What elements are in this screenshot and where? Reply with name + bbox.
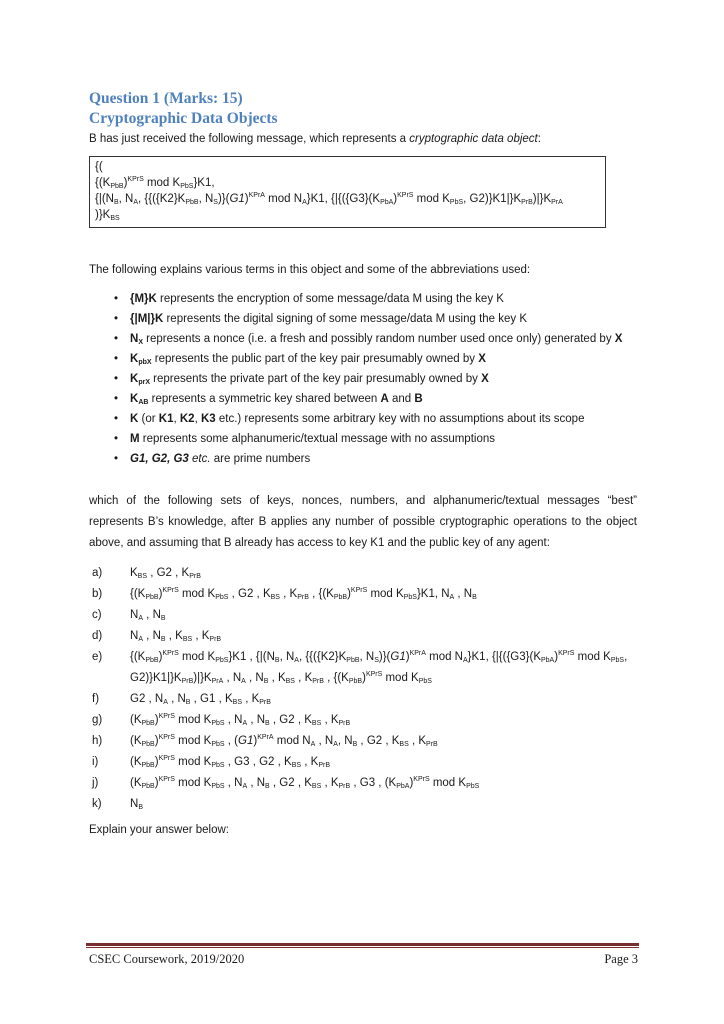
option-label: j) — [92, 777, 99, 789]
option-label: f) — [92, 693, 100, 705]
term-bullet — [89, 389, 637, 409]
term-text: $K_{prX}$ represents the private part of the key pair presumably owned by X — [130, 373, 489, 386]
bullet-icon: • — [114, 393, 119, 405]
answer-option — [89, 731, 637, 752]
term-text: {|M|}K represents the digital signing of some message/data M using the key K — [130, 313, 528, 325]
explanation-intro: The following explains various terms in this object and some of the abbreviations used: — [89, 264, 531, 276]
bullet-icon: • — [114, 313, 119, 325]
term-text: $N_X$ represents a nonce (i.e. a fresh and possibly random number used once only) generated by X — [130, 333, 623, 346]
bullet-icon: • — [114, 293, 119, 305]
option-text: $(K_{PbB})^{KPrS}$ mod $K_{PbS}$ , $(G1)^{KPrA}$ mod $N_A$ , $N_A$, $N_B$ , G2 , $K_{BS}$ , $K_{PrB}$ — [130, 734, 438, 748]
option-text: $N_A$ , $N_B$ — [130, 609, 166, 622]
bullet-icon: • — [114, 453, 119, 465]
option-text: $N_B$ — [130, 798, 143, 811]
explain-prompt: Explain your answer below: — [89, 824, 229, 836]
bullet-icon: • — [114, 373, 119, 385]
option-text: $(K_{PbB})^{KPrS}$ mod $K_{PbS}$ , $N_A$ , $N_B$ , G2 , $K_{BS}$ , $K_{PrB}$ — [130, 713, 351, 727]
message-line: {$(K_{PbB})^{KPrS}$ mod $K_{PbS}\}K1$, — [95, 176, 215, 190]
term-text: {M}K represents the encryption of some message/data M using the key K — [130, 293, 504, 305]
answer-option — [89, 647, 637, 689]
option-text: $K_{BS}$ , G2 , $K_{PrB}$ — [130, 567, 201, 580]
message-line: {$|(N_B$, $N_A$, {{($\{K2\}K_{PbB}$, $N_S)\}(G1)^{KPrA}$ mod $N_A\}K1$, {$|\{(\{G3\}(K_{PbA})^{KPrS}$ mod $K_{PbS}$, $G2)\}K1|\}K_{PrB})|\}K_{PrA}$ — [95, 192, 563, 206]
footer-rule-thin — [86, 947, 639, 948]
bullet-icon: • — [114, 333, 119, 345]
footer-rule — [86, 943, 639, 946]
term-text: G1, G2, G3 etc. are prime numbers — [130, 453, 311, 465]
term-text: K (or K1, K2, K3 etc.) represents some arbitrary key with no assumptions about its scope — [130, 413, 585, 425]
option-text: $(K_{PbB})^{KPrS}$ mod $K_{PbS}$ , $N_A$ , $N_B$ , G2 , $K_{BS}$ , $K_{PrB}$ , G3 , $(K_{PbA})^{KPrS}$ mod $K_{PbS}$ — [130, 776, 480, 790]
option-label: c) — [92, 609, 102, 621]
term-text: M represents some alphanumeric/textual message with no assumptions — [130, 433, 495, 445]
answer-option — [89, 563, 637, 584]
option-label: k) — [92, 798, 102, 810]
option-text: {$(K_{PbB})^{KPrS}$ mod $K_{PbS}\}K1$ , {$|(N_B$, $N_A$, {{($\{K2\}K_{PbB}$, $N_S)\}(G1)^{KPrA}$ mod $N_A\}K1$, {$|\{(\{G3\}(K_{PbA})^{KPrS}$ mod $K_{PbS}$, $G2)\}K1|\}K_{PrB})|\}K_{PrA}$ , $N_A$ , $N_B$ , $K_{BS}$ , $K_{PrB}$ , {$(K_{PbB})^{KPrS}$ mod $K_{PbS}$ — [130, 650, 628, 685]
term-bullet — [89, 429, 637, 449]
answer-option — [89, 773, 637, 794]
footer-course: CSEC Coursework, 2019/2020 — [89, 952, 245, 966]
terms-list — [89, 289, 637, 469]
answer-option — [89, 626, 637, 647]
answer-options-list — [89, 563, 637, 815]
term-bullet — [89, 309, 637, 329]
bullet-icon: • — [114, 413, 119, 425]
question-subtitle: Cryptographic Data Objects — [89, 110, 278, 127]
option-label: e) — [92, 651, 103, 663]
answer-option — [89, 689, 637, 710]
option-label: a) — [92, 567, 103, 579]
question-intro: B has just received the following message, which represents a cryptographic data object: — [89, 133, 541, 145]
answer-option — [89, 584, 637, 605]
message-line: )}$K_{BS}$ — [95, 209, 120, 222]
message-line: {( — [95, 161, 103, 173]
bullet-icon: • — [114, 433, 119, 445]
answer-option — [89, 752, 637, 773]
term-bullet — [89, 449, 637, 469]
term-bullet — [89, 329, 637, 349]
term-bullet — [89, 289, 637, 309]
option-label: i) — [92, 756, 99, 768]
option-label: d) — [92, 630, 103, 642]
option-text: G2 , $N_A$ , $N_B$ , G1 , $K_{BS}$ , $K_{PrB}$ — [130, 693, 271, 706]
term-bullet — [89, 409, 637, 429]
term-text: $K_{pbX}$ represents the public part of the key pair presumably owned by X — [130, 353, 486, 366]
term-bullet — [89, 349, 637, 369]
option-text: $(K_{PbB})^{KPrS}$ mod $K_{PbS}$ , G3 , G2 , $K_{BS}$ , $K_{PrB}$ — [130, 755, 330, 769]
option-text: {$(K_{PbB})^{KPrS}$ mod $K_{PbS}$ , G2 , $K_{BS}$ , $K_{PrB}$ , {$(K_{PbB})^{KPrS}$ mod $K_{PbS}\}K1$, $N_A$ , $N_B$ — [130, 587, 477, 601]
option-label: g) — [92, 714, 103, 726]
bullet-icon: • — [114, 353, 119, 365]
footer-page-number: Page 3 — [604, 952, 638, 966]
question-paragraph: which of the following sets of keys, nonces, numbers, and alphanumeric/textual messages “best” represents B’s knowledge, after B applies any number of possible cryptographic operations to the object above, and assuming that B already has access to key K1 and the public key of any agent: — [89, 495, 637, 549]
question-title: Question 1 (Marks: 15) — [89, 90, 243, 107]
answer-option — [89, 710, 637, 731]
term-bullet — [89, 369, 637, 389]
cryptographic-message-box — [89, 156, 606, 228]
option-label: b) — [92, 588, 103, 600]
answer-option — [89, 605, 637, 626]
option-text: $N_A$ , $N_B$ , $K_{BS}$ , $K_{PrB}$ — [130, 630, 222, 643]
term-text: $K_{AB}$ represents a symmetric key shared between A and B — [130, 393, 423, 406]
answer-option — [89, 794, 637, 815]
option-label: h) — [92, 735, 103, 747]
